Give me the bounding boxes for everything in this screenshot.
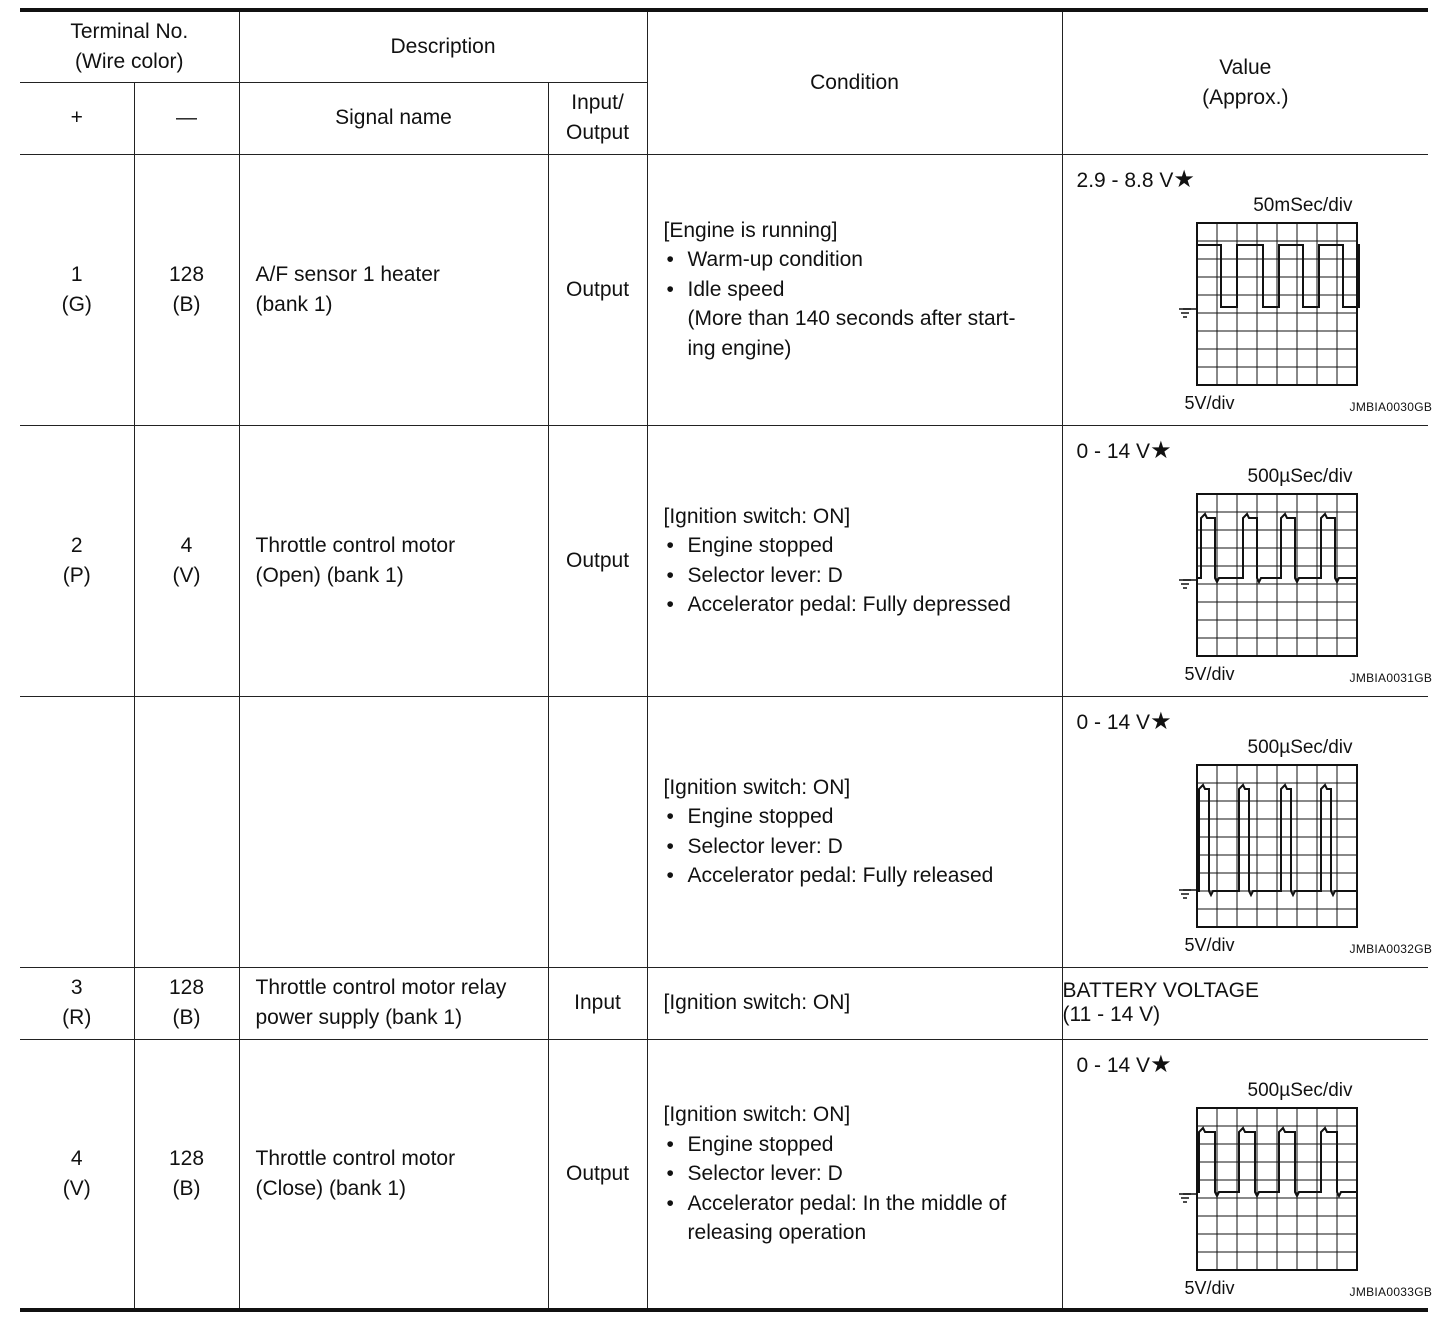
condition-item: • Warm-up condition bbox=[664, 245, 1062, 275]
signal-name-line: (Open) (bank 1) bbox=[255, 563, 404, 587]
figure-code: JMBIA0031GB bbox=[1349, 670, 1433, 685]
condition-cell bbox=[647, 1039, 1062, 1310]
value-range-text: 2.9 - 8.8 V bbox=[1076, 168, 1174, 192]
value-cell bbox=[1062, 1039, 1433, 1310]
header-minus: — bbox=[134, 82, 239, 154]
condition-note-line: ing engine) bbox=[687, 336, 792, 360]
signal-name-cell bbox=[239, 154, 548, 425]
terminal-number: 4 bbox=[180, 533, 193, 557]
condition-note-line: (More than 140 seconds after start- bbox=[687, 307, 1016, 331]
header-description: Description bbox=[239, 10, 647, 82]
scope-time-div: 500µSec/div bbox=[1247, 465, 1353, 487]
io-cell: Output bbox=[548, 425, 647, 696]
minus-terminal-cell bbox=[134, 154, 239, 425]
value-cell bbox=[1062, 967, 1428, 1039]
scope-grid bbox=[1113, 757, 1433, 937]
star-icon: ★ bbox=[1150, 707, 1172, 735]
header-input-output-line1: Input/ bbox=[571, 91, 624, 114]
terminal-number: 3 bbox=[70, 976, 83, 999]
value-range bbox=[1077, 1052, 1172, 1079]
condition-item: • Accelerator pedal: Fully released bbox=[664, 861, 1062, 891]
table-row bbox=[20, 425, 1428, 696]
io-cell bbox=[548, 696, 647, 967]
condition-list bbox=[664, 531, 1062, 620]
value-range-text: 0 - 14 V bbox=[1076, 439, 1151, 463]
table-row bbox=[20, 154, 1428, 425]
scope-volt-div: 5V/div bbox=[1184, 392, 1235, 413]
header-signal-name: Signal name bbox=[239, 82, 548, 154]
wire-color: (R) bbox=[62, 1006, 92, 1029]
star-icon: ★ bbox=[1173, 165, 1195, 193]
condition-cell bbox=[647, 425, 1062, 696]
condition-heading: [Engine is running] bbox=[663, 218, 838, 242]
terminal-number: 4 bbox=[70, 1146, 83, 1170]
signal-name-cell bbox=[239, 967, 548, 1039]
condition-item: • Engine stopped bbox=[664, 802, 1062, 832]
figure-code: JMBIA0033GB bbox=[1349, 1284, 1433, 1299]
plus-terminal-cell bbox=[20, 696, 134, 967]
signal-name-line: (Close) (bank 1) bbox=[255, 1176, 407, 1200]
header-value-label: Value bbox=[1219, 55, 1272, 79]
scope-time-div: 50mSec/div bbox=[1253, 194, 1353, 216]
condition-item: • Engine stopped bbox=[664, 1130, 1062, 1160]
value-range bbox=[1077, 438, 1172, 465]
condition-cell bbox=[647, 154, 1062, 425]
signal-name-cell bbox=[239, 1039, 548, 1310]
oscilloscope-waveform bbox=[1113, 737, 1433, 967]
minus-terminal-cell bbox=[134, 696, 239, 967]
condition-item: • Engine stopped bbox=[664, 531, 1062, 561]
table-row bbox=[20, 696, 1428, 967]
minus-terminal-cell bbox=[134, 967, 239, 1039]
terminal-number: 1 bbox=[70, 262, 83, 286]
signal-name-line: (bank 1) bbox=[255, 292, 333, 316]
condition-heading: [Ignition switch: ON] bbox=[663, 775, 851, 799]
value-cell bbox=[1062, 696, 1433, 967]
value-range-text: 0 - 14 V bbox=[1076, 1053, 1151, 1077]
header-value bbox=[1062, 10, 1428, 154]
value-cell bbox=[1062, 154, 1433, 425]
oscilloscope-waveform bbox=[1113, 1080, 1433, 1310]
condition-item: • Selector lever: D bbox=[664, 1159, 1062, 1189]
oscilloscope-waveform bbox=[1113, 466, 1433, 696]
terminal-table bbox=[20, 8, 1433, 1312]
signal-name-line: Throttle control motor bbox=[255, 1146, 456, 1170]
waveform-trace bbox=[1197, 245, 1359, 307]
plus-terminal-cell bbox=[20, 1039, 134, 1310]
header-input-output-line2: Output bbox=[565, 121, 630, 144]
battery-voltage-range: (11 - 14 V) bbox=[1062, 1003, 1161, 1026]
figure-code: JMBIA0032GB bbox=[1349, 941, 1433, 956]
condition-item: • Selector lever: D bbox=[664, 561, 1062, 591]
scope-grid bbox=[1113, 486, 1433, 666]
io-cell: Output bbox=[548, 154, 647, 425]
value-range bbox=[1077, 709, 1172, 736]
wire-color: (G) bbox=[61, 292, 92, 316]
condition-note bbox=[664, 304, 1062, 363]
condition-list bbox=[664, 245, 1062, 304]
condition-cell bbox=[647, 696, 1062, 967]
header-terminal-no: Terminal No. bbox=[70, 19, 189, 43]
io-cell: Input bbox=[548, 967, 647, 1039]
terminal-number: 128 bbox=[168, 262, 205, 286]
plus-terminal-cell bbox=[20, 154, 134, 425]
plus-terminal-cell bbox=[20, 967, 134, 1039]
minus-terminal-cell bbox=[134, 425, 239, 696]
wire-color: (V) bbox=[62, 1176, 91, 1200]
scope-grid bbox=[1113, 215, 1433, 395]
terminal-number: 128 bbox=[168, 1146, 205, 1170]
signal-name-line: Throttle control motor bbox=[255, 533, 456, 557]
wire-color: (V) bbox=[172, 563, 201, 587]
scope-time-div: 500µSec/div bbox=[1247, 1079, 1353, 1101]
condition-item: • Accelerator pedal: Fully depressed bbox=[664, 590, 1062, 620]
condition-heading: [Ignition switch: ON] bbox=[663, 1103, 851, 1126]
condition-heading: [Ignition switch: ON] bbox=[663, 991, 851, 1015]
value-range-text: 0 - 14 V bbox=[1076, 710, 1151, 734]
condition-item: • Selector lever: D bbox=[664, 832, 1062, 862]
signal-name-line: A/F sensor 1 heater bbox=[255, 262, 440, 286]
scope-volt-div: 5V/div bbox=[1184, 663, 1235, 684]
signal-name-cell bbox=[239, 696, 548, 967]
scope-volt-div: 5V/div bbox=[1184, 1277, 1235, 1298]
condition-cell bbox=[647, 967, 1062, 1039]
scope-volt-div: 5V/div bbox=[1184, 934, 1235, 955]
condition-note-line: releasing operation bbox=[687, 1221, 867, 1244]
condition-list bbox=[664, 802, 1062, 891]
wire-color: (B) bbox=[172, 1006, 201, 1029]
value-range bbox=[1077, 167, 1195, 194]
header-terminal bbox=[20, 10, 239, 82]
signal-name-cell bbox=[239, 425, 548, 696]
wire-color: (B) bbox=[172, 1176, 201, 1200]
table-row bbox=[20, 967, 1428, 1039]
battery-voltage-label: BATTERY VOLTAGE bbox=[1062, 979, 1259, 1002]
header-wire-color: (Wire color) bbox=[75, 49, 184, 73]
star-icon: ★ bbox=[1150, 1050, 1172, 1078]
value-cell bbox=[1062, 425, 1433, 696]
table-row bbox=[20, 1039, 1428, 1310]
signal-name-line: Throttle control motor relay bbox=[255, 976, 507, 999]
header-condition: Condition bbox=[647, 10, 1062, 154]
header-plus: + bbox=[20, 82, 134, 154]
condition-item: • Accelerator pedal: In the middle of bbox=[664, 1189, 1062, 1219]
figure-code: JMBIA0030GB bbox=[1349, 399, 1433, 414]
plus-terminal-cell bbox=[20, 425, 134, 696]
star-icon: ★ bbox=[1150, 436, 1172, 464]
terminal-number: 2 bbox=[70, 533, 83, 557]
io-cell: Output bbox=[548, 1039, 647, 1310]
wire-color: (B) bbox=[172, 292, 201, 316]
header-input-output bbox=[548, 82, 647, 154]
condition-heading: [Ignition switch: ON] bbox=[663, 504, 851, 528]
scope-grid bbox=[1113, 1100, 1433, 1280]
condition-list bbox=[664, 1130, 1062, 1219]
oscilloscope-waveform bbox=[1113, 195, 1433, 425]
wire-color: (P) bbox=[62, 563, 91, 587]
header-approx: (Approx.) bbox=[1202, 85, 1289, 109]
terminal-number: 128 bbox=[168, 976, 205, 999]
minus-terminal-cell bbox=[134, 1039, 239, 1310]
condition-item: • Idle speed bbox=[664, 275, 1062, 305]
scope-time-div: 500µSec/div bbox=[1247, 736, 1353, 758]
signal-name-line: power supply (bank 1) bbox=[255, 1006, 463, 1029]
